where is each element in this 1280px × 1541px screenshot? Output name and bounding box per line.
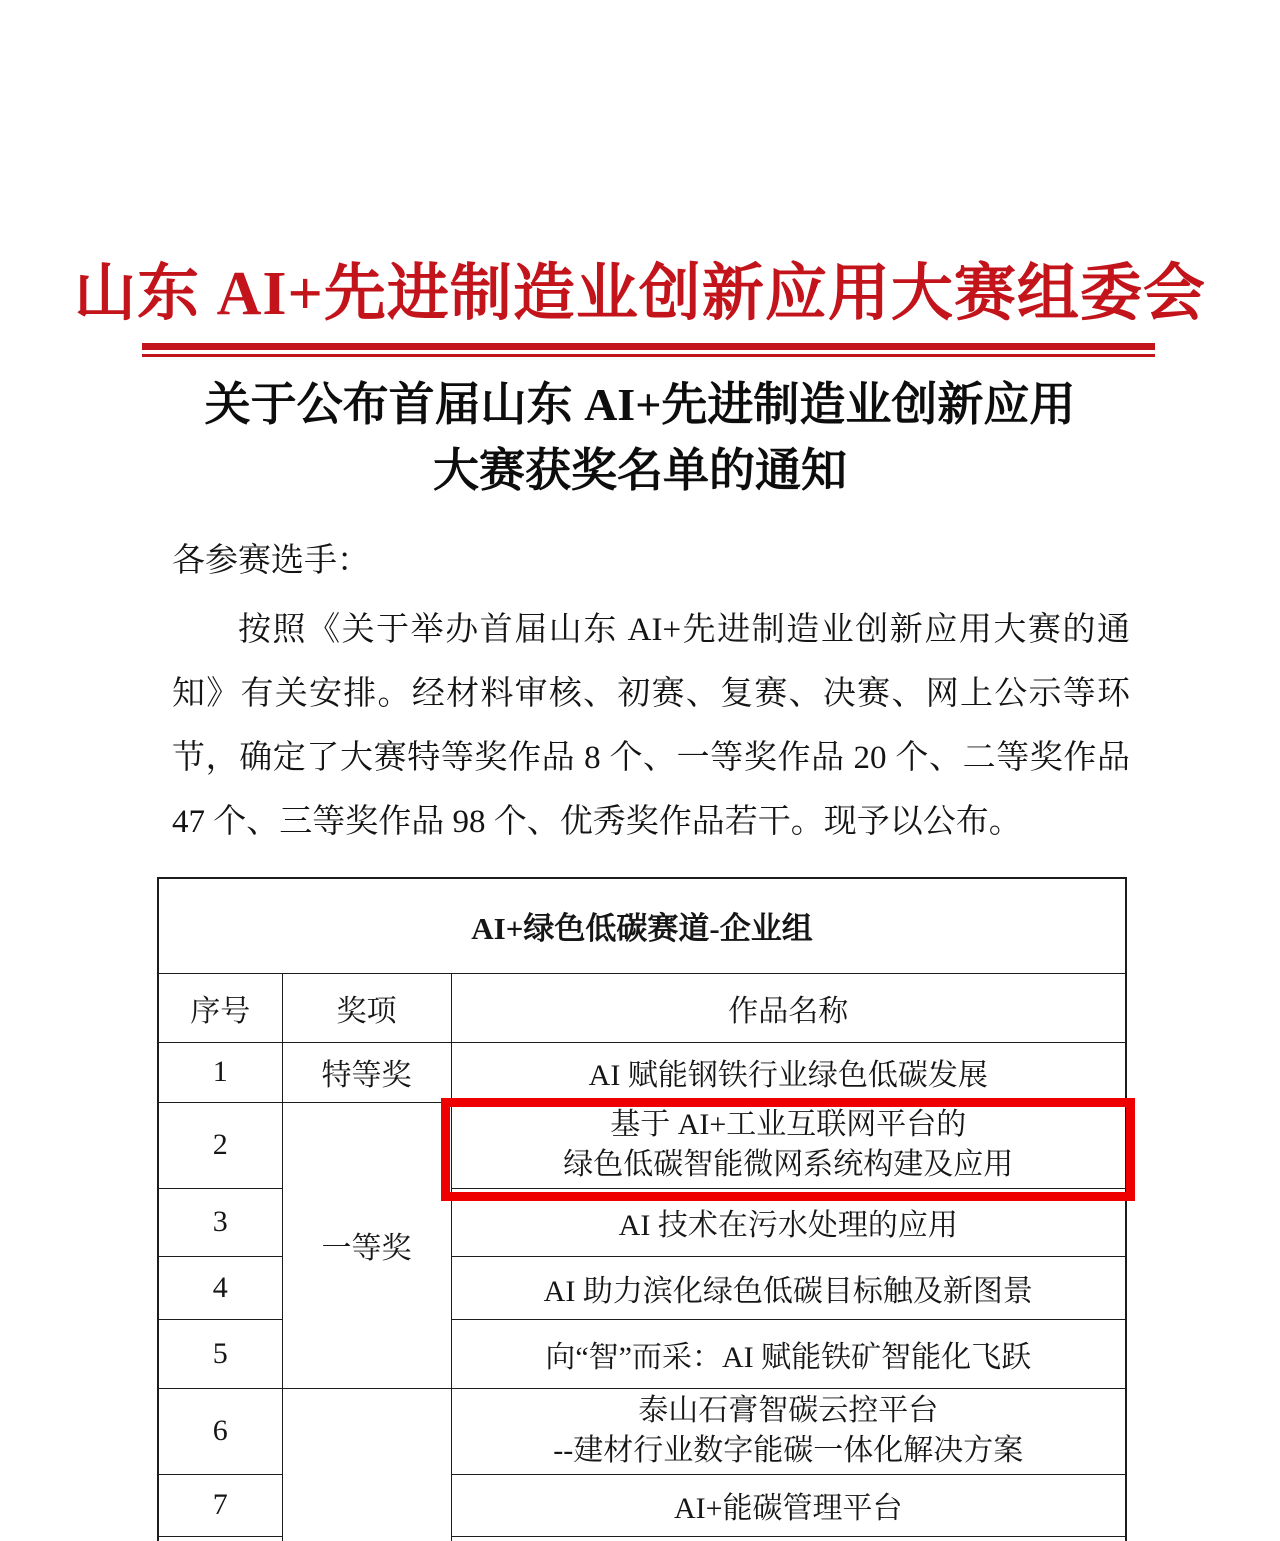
table-row-highlighted (158, 1102, 1126, 1188)
cell-award-special: 特等奖 (282, 1042, 451, 1102)
masthead-title: 山东 AI+先进制造业创新应用大赛组委会 (74, 260, 1206, 328)
cell-work-6-line2: --建材行业数字能碳一体化解决方案 (553, 1434, 1024, 1467)
notice-title-line1: 关于公布首届山东 AI+先进制造业创新应用 (204, 379, 1076, 430)
table-row (158, 1042, 1126, 1102)
notice-body-paragraph: 按照《关于举办首届山东 AI+先进制造业创新应用大赛的通知》有关安排。经材料审核、初赛、复赛、决赛、网上公示等环节，确定了大赛特等奖作品 8 个、一等奖作品 20 个、二等奖作品 47 个、三等奖作品 98 个、优秀奖作品若干。现予以公布。 (172, 612, 1131, 840)
cell-no-3: 3 (158, 1188, 282, 1256)
cell-work-3: AI 技术在污水处理的应用 (451, 1188, 1126, 1256)
cell-work-2-line1: 基于 AI+工业互联网平台的 (610, 1108, 967, 1141)
cell-no-4: 4 (158, 1256, 282, 1319)
cell-no-5: 5 (158, 1319, 282, 1388)
cell-work-2 (451, 1102, 1126, 1188)
table-row (158, 1388, 1126, 1474)
cell-work-1: AI 赋能钢铁行业绿色低碳发展 (451, 1042, 1126, 1102)
cell-work-4: AI 助力滨化绿色低碳目标触及新图景 (451, 1256, 1126, 1319)
cell-work-5: 向“智”而采：AI 赋能铁矿智能化飞跃 (451, 1319, 1126, 1388)
salutation: 各参赛选手： (172, 543, 370, 579)
cell-no-2: 2 (158, 1102, 282, 1188)
cell-no-8 (158, 1536, 282, 1541)
cell-work-6-line1: 泰山石膏智碳云控平台 (638, 1394, 939, 1427)
cell-no-6: 6 (158, 1388, 282, 1474)
col-header-no: 序号 (158, 973, 282, 1042)
cell-work-7: AI+能碳管理平台 (451, 1474, 1126, 1536)
notice-title (0, 372, 1280, 504)
notice-title-line2: 大赛获奖名单的通知 (433, 445, 847, 496)
cell-no-7: 7 (158, 1474, 282, 1536)
cell-work-8 (451, 1536, 1126, 1541)
awards-table (157, 877, 1127, 1541)
table-title-row (158, 878, 1126, 973)
cell-award-continued (282, 1388, 451, 1541)
cell-no-1: 1 (158, 1042, 282, 1102)
table-header-row (158, 973, 1126, 1042)
col-header-work: 作品名称 (451, 973, 1126, 1042)
table-title: AI+绿色低碳赛道-企业组 (158, 878, 1126, 973)
cell-award-first: 一等奖 (282, 1102, 451, 1388)
cell-work-6 (451, 1388, 1126, 1474)
col-header-award: 奖项 (282, 973, 451, 1042)
masthead-divider-rule (142, 343, 1155, 357)
cell-work-2-line2: 绿色低碳智能微网系统构建及应用 (563, 1148, 1014, 1181)
